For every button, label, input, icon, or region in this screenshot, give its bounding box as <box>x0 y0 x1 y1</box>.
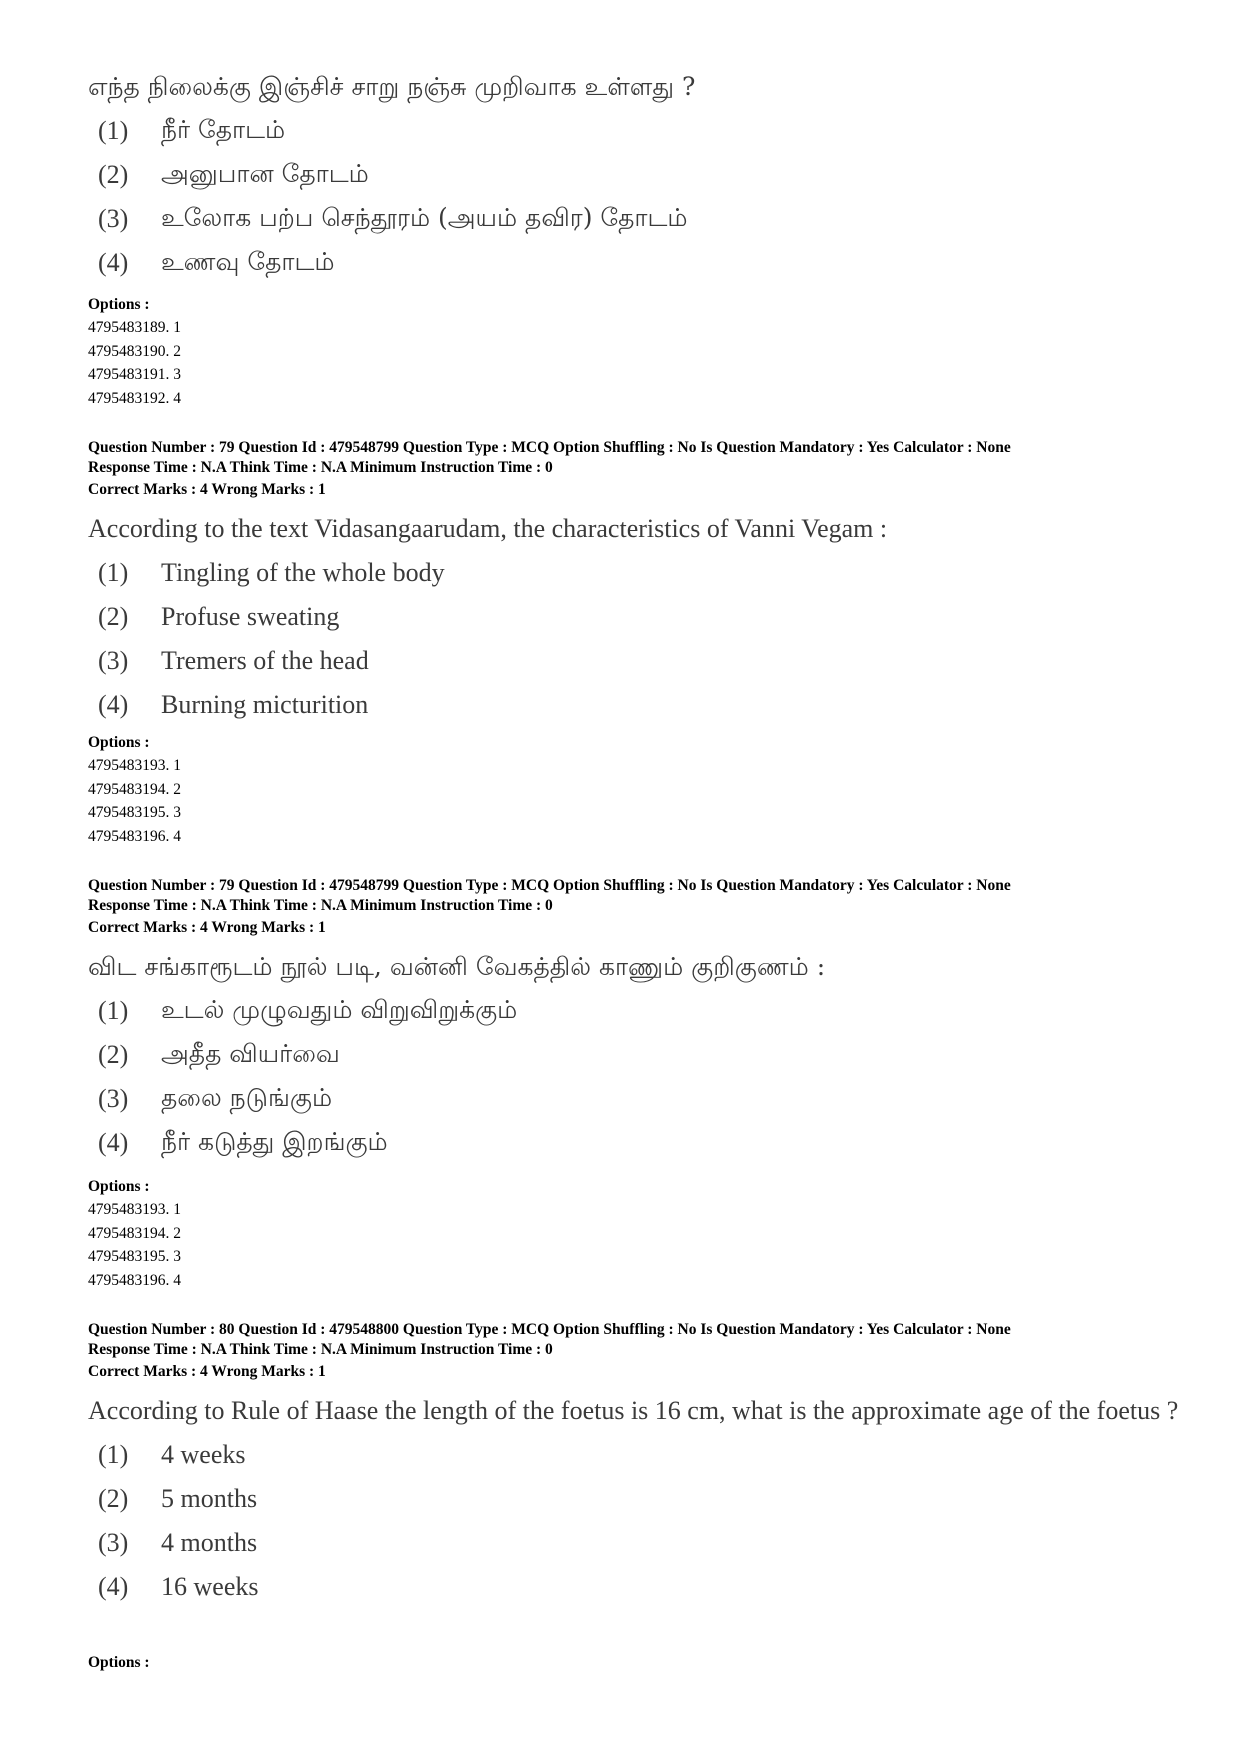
question-block-1 <box>88 68 1198 285</box>
choice-4: (4) Burning micturition <box>98 690 369 719</box>
question-text: விட சங்காரூடம் நூல் படி, வன்னி வேகத்தில் காணும் குறிகுணம் : <box>88 952 826 981</box>
options-section-80 <box>88 1652 1198 1674</box>
question-text: According to Rule of Haase the length of the foetus is 16 cm, what is the approximate age of the foetus ? <box>88 1396 1179 1425</box>
choice-1: (1) நீர் தோடம் <box>98 114 286 145</box>
choice-4: (4) நீர் கடுத்து இறங்கும் <box>98 1126 388 1157</box>
options-section-79-ta <box>88 1176 1198 1292</box>
choice-2: (2) 5 months <box>98 1484 258 1513</box>
question-meta-79-ta: Question Number : 79 Question Id : 479548799 Question Type : MCQ Option Shuffling : No Is Question Mandatory : Yes Calculator : None Response Time : N.A Think Time : N.A Minimum Instruction Time : 0 Correct Marks : 4 Wrong Marks : 1 <box>88 877 1011 936</box>
question-block-80 <box>88 1392 1198 1609</box>
choice-1: (1) Tingling of the whole body <box>98 558 445 587</box>
choice-1: (1) உடல் முழுவதும் விறுவிறுக்கும் <box>98 994 518 1025</box>
options-label: Options : <box>88 734 150 751</box>
choice-2: (2) Profuse sweating <box>98 602 340 631</box>
options-section-1 <box>88 294 1198 410</box>
option-id-list: 4795483193. 1 4795483194. 2 4795483195. 3 4795483196. 4 <box>88 1201 181 1289</box>
choice-4: (4) உணவு தோடம் <box>98 246 335 277</box>
choice-4: (4) 16 weeks <box>98 1572 259 1601</box>
options-section-79-en <box>88 732 1198 848</box>
question-text: According to the text Vidasangaarudam, the characteristics of Vanni Vegam : <box>88 514 888 543</box>
question-text: எந்த நிலைக்கு இஞ்சிச் சாறு நஞ்சு முறிவாக உள்ளது ? <box>88 72 696 101</box>
choice-3: (3) தலை நடுங்கும் <box>98 1082 333 1113</box>
options-label: Options : <box>88 296 150 313</box>
question-block-79-en <box>88 510 1198 727</box>
choice-1: (1) 4 weeks <box>98 1440 246 1469</box>
choice-2: (2) அனுபான தோடம் <box>98 158 369 189</box>
question-meta-79-en: Question Number : 79 Question Id : 479548799 Question Type : MCQ Option Shuffling : No Is Question Mandatory : Yes Calculator : None Response Time : N.A Think Time : N.A Minimum Instruction Time : 0 Correct Marks : 4 Wrong Marks : 1 <box>88 439 1011 498</box>
choice-3: (3) உலோக பற்ப செந்தூரம் (அயம் தவிர) தோடம் <box>98 202 688 233</box>
options-label: Options : <box>88 1178 150 1195</box>
options-label: Options : <box>88 1654 150 1671</box>
question-block-79-ta <box>88 948 1198 1165</box>
question-meta-80: Question Number : 80 Question Id : 479548800 Question Type : MCQ Option Shuffling : No Is Question Mandatory : Yes Calculator : None Response Time : N.A Think Time : N.A Minimum Instruction Time : 0 Correct Marks : 4 Wrong Marks : 1 <box>88 1321 1011 1380</box>
choice-3: (3) 4 months <box>98 1528 258 1557</box>
choice-2: (2) அதீத வியர்வை <box>98 1038 340 1069</box>
option-id-list: 4795483193. 1 4795483194. 2 4795483195. 3 4795483196. 4 <box>88 757 181 845</box>
choice-3: (3) Tremers of the head <box>98 646 369 675</box>
option-id-list: 4795483189. 1 4795483190. 2 4795483191. 3 4795483192. 4 <box>88 319 181 407</box>
